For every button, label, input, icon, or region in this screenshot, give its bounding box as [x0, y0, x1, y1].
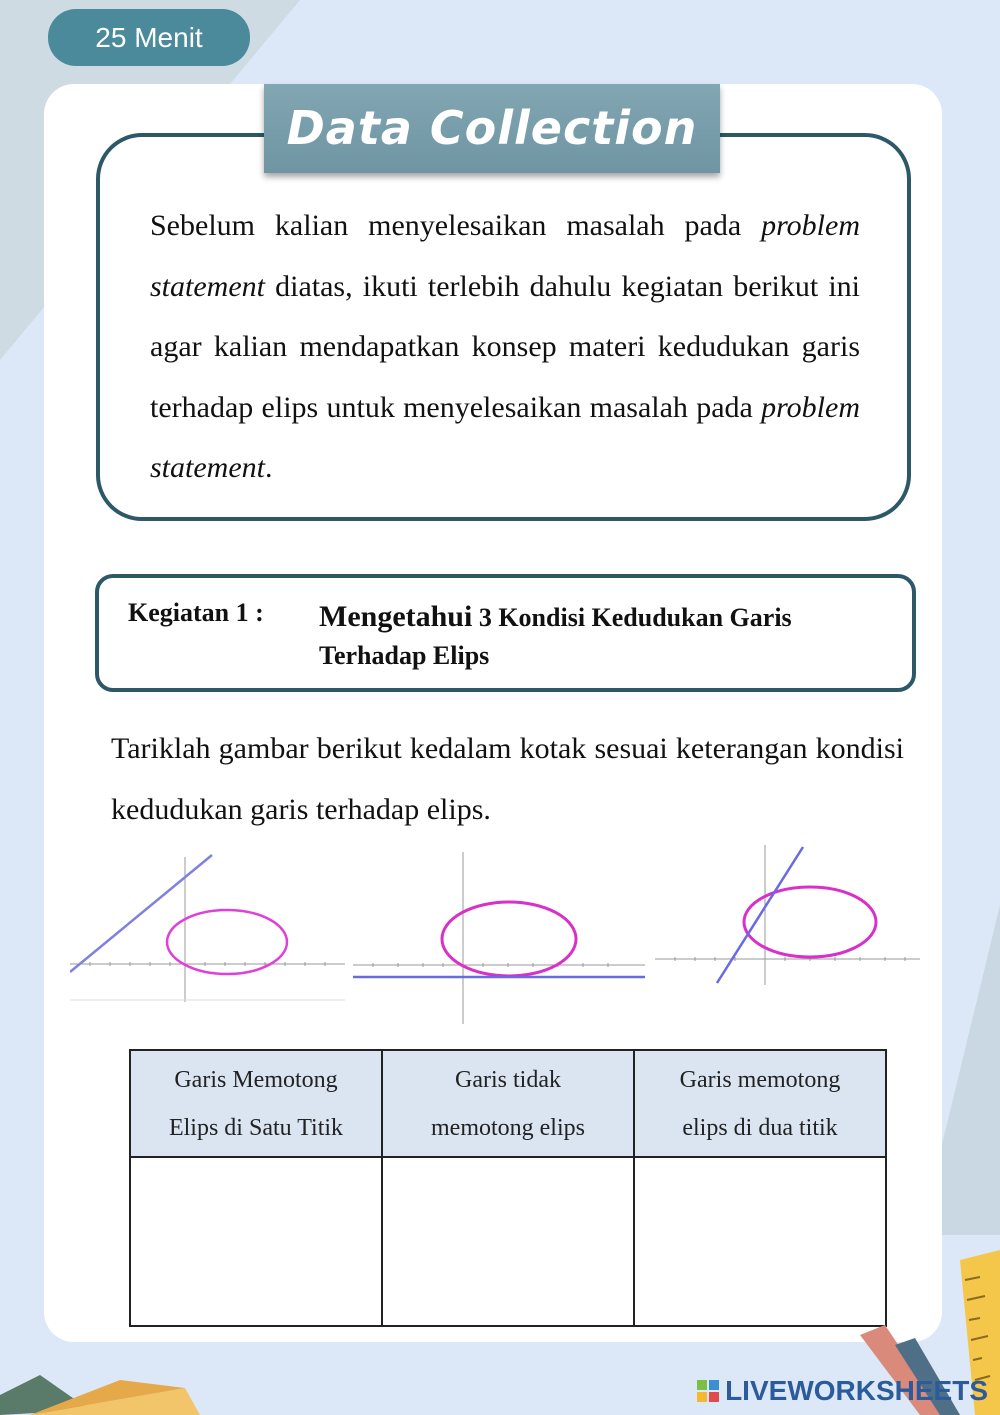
intro-paragraph: Sebelum kalian menyelesaikan masalah pada problem statement diatas, ikuti terlebih dahulu kegiatan berikut ini agar kalian mendapatkan konsep materi kedudukan garis terhadap elips untuk menyelesaikan masalah pada problem statement. — [150, 209, 860, 484]
header-two-points: Garis memotong elips di dua titik — [634, 1050, 886, 1157]
header-one-point: Garis Memotong Elips di Satu Titik — [130, 1050, 382, 1157]
activity-title: Mengetahui 3 Kondisi Kedudukan Garis Terhadap Elips — [319, 600, 792, 670]
drop-zone-not-intersecting[interactable] — [382, 1157, 634, 1326]
drop-zone-one-point[interactable] — [130, 1157, 382, 1326]
header-not-intersecting: Garis tidak memotong elips — [382, 1050, 634, 1157]
table-drop-row — [130, 1157, 886, 1326]
envelope-illustration — [0, 1350, 200, 1415]
liveworksheets-logo[interactable] — [697, 1375, 988, 1407]
graph-line-tangent[interactable] — [353, 852, 645, 1024]
table-header-row — [130, 1050, 886, 1157]
timer-badge: 25 Menit — [48, 9, 250, 66]
liveworksheets-text: LIVEWORKSHEETS — [725, 1375, 988, 1406]
liveworksheets-icon — [697, 1380, 721, 1402]
answer-table — [129, 1049, 887, 1327]
activity-label: Kegiatan 1 : — [128, 598, 264, 627]
graph-line-two-points[interactable] — [655, 845, 920, 990]
graph-line-not-intersecting[interactable] — [70, 852, 345, 1002]
section-title-banner: Data Collection — [264, 84, 720, 173]
instruction-text: Tariklah gambar berikut kedalam kotak sesuai keterangan kondisi kedudukan garis terhadap elips. — [111, 732, 904, 826]
